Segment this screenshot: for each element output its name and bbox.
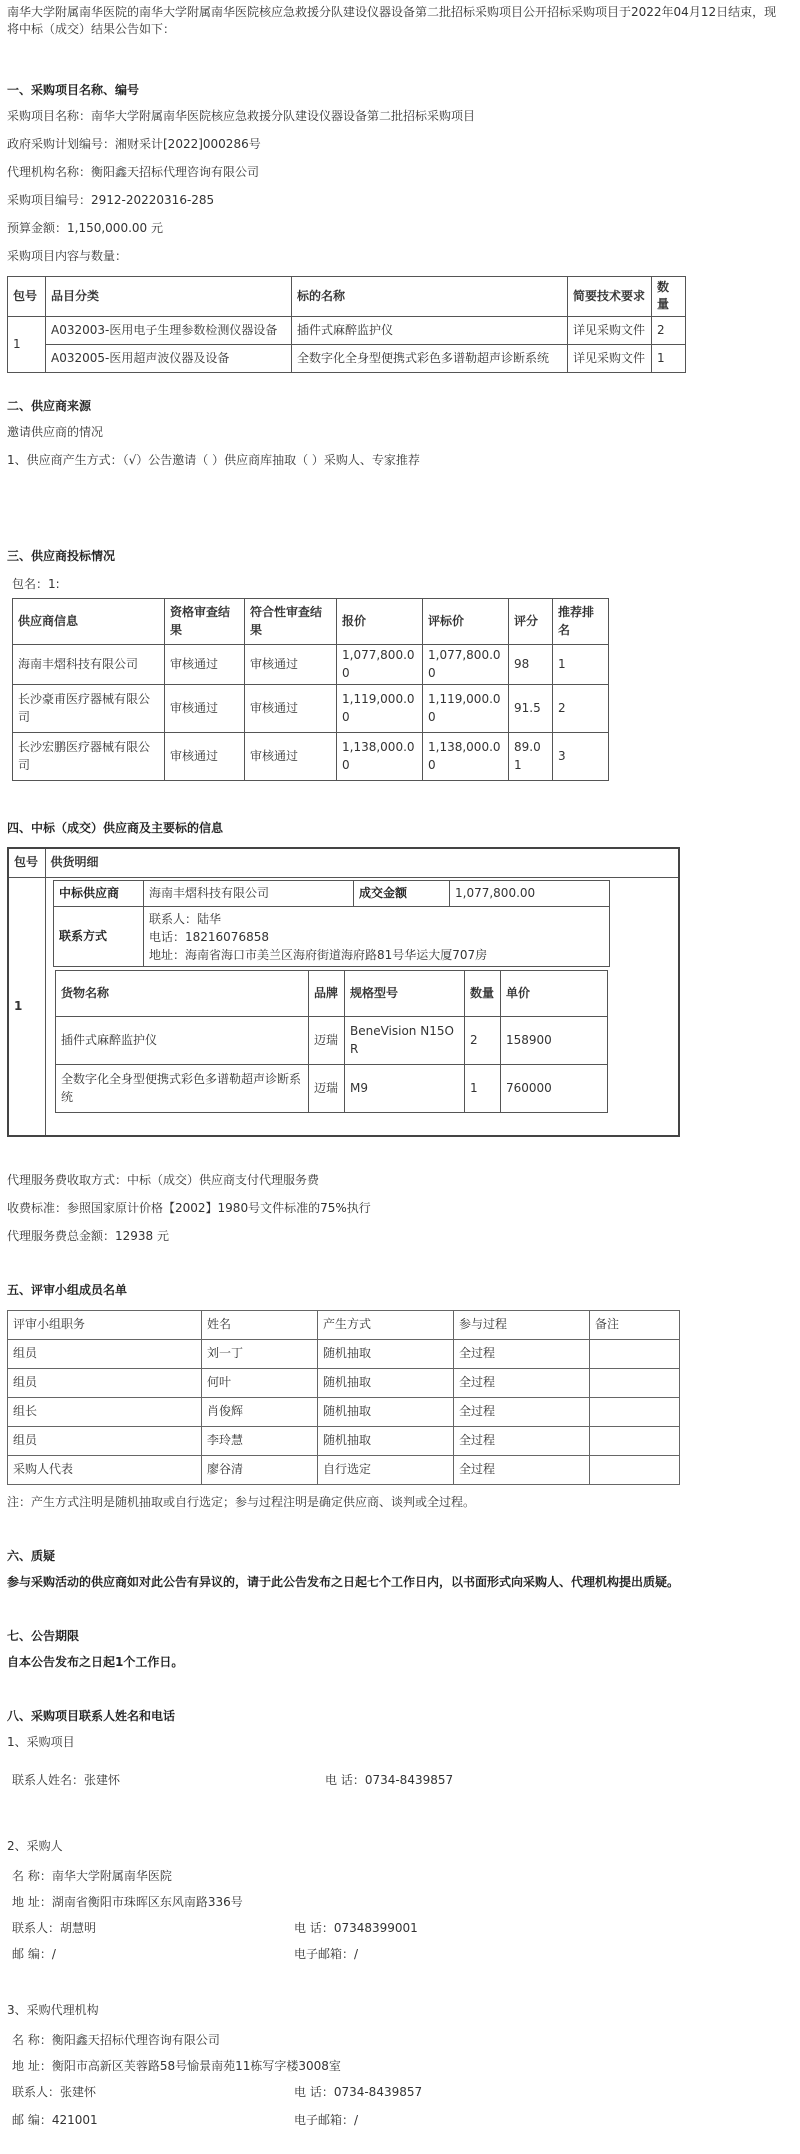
goods-qty-cell: 2: [465, 1017, 501, 1065]
purchaser-postcode: 邮 编：/: [12, 1947, 56, 1961]
contact-value: [144, 907, 610, 967]
project-phone: 电 话：0734-8439857: [325, 1773, 454, 1787]
section-7-title: 七、公告期限: [7, 1629, 80, 1643]
bid-table: [12, 598, 609, 781]
qualification-cell: 审核通过: [165, 733, 245, 781]
subsection-purchaser: 2、采购人: [7, 1839, 63, 1853]
remark-cell: [590, 1398, 680, 1427]
table-row: [8, 1369, 680, 1398]
process-cell: 全过程: [454, 1340, 590, 1369]
table-row: [8, 1456, 680, 1485]
header-process: 参与过程: [454, 1311, 590, 1340]
winner-value: 海南丰熠科技有限公司: [144, 881, 354, 907]
section-5-title: 五、评审小组成员名单: [7, 1283, 128, 1297]
purchaser-name: 名 称：南华大学附属南华医院: [12, 1869, 172, 1883]
contact-person: 联系人：陆华: [149, 911, 222, 926]
requirements-cell: 详见采购文件: [568, 344, 652, 372]
table-row: [8, 1340, 680, 1369]
process-cell: 全过程: [454, 1427, 590, 1456]
purchaser-contact: 联系人：胡慧明: [12, 1921, 97, 1935]
header-unit-price: 单价: [501, 971, 608, 1017]
subsection-project: 1、采购项目: [7, 1735, 75, 1749]
remark-cell: [590, 1369, 680, 1398]
score-cell: 89.01: [509, 733, 553, 781]
score-cell: 91.5: [509, 685, 553, 733]
compliance-cell: 审核通过: [245, 685, 337, 733]
qualification-cell: 审核通过: [165, 685, 245, 733]
goods-header-row: [56, 971, 608, 1017]
method-cell: 自行选定: [318, 1456, 454, 1485]
section-2-title: 二、供应商来源: [7, 399, 92, 413]
method-cell: 随机抽取: [318, 1398, 454, 1427]
header-score: 评分: [509, 599, 553, 645]
rank-cell: 3: [553, 733, 609, 781]
procurement-content-table: [7, 276, 686, 373]
score-cell: 98: [509, 645, 553, 685]
section-3-title: 三、供应商投标情况: [7, 549, 116, 563]
remark-cell: [590, 1427, 680, 1456]
section-1-title: 一、采购项目名称、编号: [7, 83, 140, 97]
agency-name: 代理机构名称：衡阳鑫天招标代理咨询有限公司: [7, 165, 260, 179]
table-row: [13, 645, 609, 685]
agency-org-name: 名 称：衡阳鑫天招标代理咨询有限公司: [12, 2033, 220, 2047]
header-supply-detail: 供货明细: [45, 849, 678, 877]
name-cell: 肖俊辉: [202, 1398, 318, 1427]
table-row: [56, 1065, 608, 1113]
header-category: 品目分类: [46, 277, 292, 317]
goods-table: [55, 970, 608, 1113]
committee-header-row: [8, 1311, 680, 1340]
header-method: 产生方式: [318, 1311, 454, 1340]
header-remark: 备注: [590, 1311, 680, 1340]
committee-table: [7, 1310, 680, 1485]
intro-text: 南华大学附属南华医院的南华大学附属南华医院核应急救援分队建设仪器设备第二批招标采购项目公开招标采购项目于2022年04月12日结束，现将中标（成交）结果公告如下：: [7, 5, 777, 37]
goods-name-cell: 插件式麻醉监护仪: [56, 1017, 309, 1065]
category-cell: A032003-医用电子生理参数检测仪器设备: [46, 316, 292, 344]
package-cell: 1: [9, 877, 45, 1135]
process-cell: 全过程: [454, 1369, 590, 1398]
supplier-cell: 长沙宏鹏医疗器械有限公司: [13, 733, 165, 781]
notice-period-text: 自本公告发布之日起1个工作日。: [7, 1655, 184, 1669]
project-number: 采购项目编号：2912-20220316-285: [7, 193, 215, 207]
contact-label: 联系方式: [54, 907, 144, 967]
quantity-cell: 2: [652, 316, 686, 344]
purchaser-address: 地 址：湖南省衡阳市珠晖区东风南路336号: [12, 1895, 243, 1909]
contact-phone: 电话：18216076858: [149, 929, 269, 944]
agency-contact: 联系人：张建怀: [12, 2085, 97, 2099]
header-rank: 推荐排名: [553, 599, 609, 645]
table-row: [8, 344, 686, 372]
process-cell: 全过程: [454, 1456, 590, 1485]
quote-cell: 1,077,800.00: [337, 645, 423, 685]
method-cell: 随机抽取: [318, 1369, 454, 1398]
role-cell: 组长: [8, 1398, 202, 1427]
quantity-cell: 1: [652, 344, 686, 372]
header-package: 包号: [8, 277, 46, 317]
agency-email: 电子邮箱：/: [294, 2113, 359, 2127]
method-cell: 随机抽取: [318, 1340, 454, 1369]
supplier-cell: 长沙豪甫医疗器械有限公司: [13, 685, 165, 733]
fee-standard: 收费标准：参照国家原计价格【2002】1980号文件标准的75%执行: [7, 1201, 371, 1215]
fee-method: 代理服务费收取方式：中标（成交）供应商支付代理服务费: [7, 1173, 320, 1187]
role-cell: 采购人代表: [8, 1456, 202, 1485]
contact-row: [54, 907, 610, 967]
committee-note: 注：产生方式注明是随机抽取或自行选定；参与过程注明是确定供应商、谈判或全过程。: [7, 1495, 476, 1509]
header-quote: 报价: [337, 599, 423, 645]
rank-cell: 2: [553, 685, 609, 733]
section-8-title: 八、采购项目联系人姓名和电话: [7, 1709, 176, 1723]
project-name: 采购项目名称：南华大学附属南华医院核应急救援分队建设仪器设备第二批招标采购项目: [7, 109, 476, 123]
header-requirements: 简要技术要求: [568, 277, 652, 317]
winner-info-table: [53, 880, 610, 967]
header-qualification: 资格审查结果: [165, 599, 245, 645]
header-package: 包号: [9, 849, 45, 877]
table-row: [8, 316, 686, 344]
unit-price-cell: 760000: [501, 1065, 608, 1113]
table-row: [56, 1017, 608, 1065]
header-item-name: 标的名称: [292, 277, 568, 317]
agency-address: 地 址：衡阳市高新区芙蓉路58号愉景南苑11栋写字楼3008室: [12, 2059, 341, 2073]
header-name: 姓名: [202, 1311, 318, 1340]
section-6-title: 六、质疑: [7, 1549, 56, 1563]
role-cell: 组员: [8, 1340, 202, 1369]
amount-label: 成交金额: [354, 881, 450, 907]
process-cell: 全过程: [454, 1398, 590, 1427]
brand-cell: 迈瑞: [309, 1065, 345, 1113]
section-4-title: 四、中标（成交）供应商及主要标的信息: [7, 821, 224, 835]
compliance-cell: 审核通过: [245, 733, 337, 781]
winner-header-row: [9, 849, 678, 877]
evaluated-price-cell: 1,138,000.00: [423, 733, 509, 781]
item-name-cell: 全数字化全身型便携式彩色多谱勒超声诊断系统: [292, 344, 568, 372]
package-name-label: 包名：1:: [12, 577, 60, 591]
table-row: [8, 1427, 680, 1456]
model-cell: BeneVision N15OR: [345, 1017, 465, 1065]
unit-price-cell: 158900: [501, 1017, 608, 1065]
header-model: 规格型号: [345, 971, 465, 1017]
purchaser-email: 电子邮箱：/: [294, 1947, 359, 1961]
name-cell: 刘一丁: [202, 1340, 318, 1369]
quote-cell: 1,138,000.00: [337, 733, 423, 781]
header-supplier: 供应商信息: [13, 599, 165, 645]
requirements-cell: 详见采购文件: [568, 316, 652, 344]
name-cell: 廖谷清: [202, 1456, 318, 1485]
winner-label: 中标供应商: [54, 881, 144, 907]
rank-cell: 1: [553, 645, 609, 685]
table-header-row: [8, 277, 686, 317]
header-goods-name: 货物名称: [56, 971, 309, 1017]
goods-qty-cell: 1: [465, 1065, 501, 1113]
role-cell: 组员: [8, 1427, 202, 1456]
header-evaluated-price: 评标价: [423, 599, 509, 645]
contact-address: 地址：海南省海口市美兰区海府街道海府路81号华运大厦707房: [149, 947, 488, 962]
purchaser-phone: 电 话：07348399001: [294, 1921, 418, 1935]
name-cell: 何叶: [202, 1369, 318, 1398]
winner-row: [54, 881, 610, 907]
agency-phone: 电 话：0734-8439857: [294, 2085, 423, 2099]
method-cell: 随机抽取: [318, 1427, 454, 1456]
project-contact: 联系人姓名：张建怀: [12, 1773, 121, 1787]
remark-cell: [590, 1456, 680, 1485]
content-quantity-label: 采购项目内容与数量：: [7, 249, 128, 263]
table-row: [13, 733, 609, 781]
fee-total: 代理服务费总金额：12938 元: [7, 1229, 169, 1243]
name-cell: 李玲慧: [202, 1427, 318, 1456]
evaluated-price-cell: 1,119,000.00: [423, 685, 509, 733]
table-row: [8, 1398, 680, 1427]
header-quantity: 数量: [652, 277, 686, 317]
header-brand: 品牌: [309, 971, 345, 1017]
compliance-cell: 审核通过: [245, 645, 337, 685]
item-name-cell: 插件式麻醉监护仪: [292, 316, 568, 344]
header-goods-qty: 数量: [465, 971, 501, 1017]
header-compliance: 符合性审查结果: [245, 599, 337, 645]
brand-cell: 迈瑞: [309, 1017, 345, 1065]
supplier-source-label: 邀请供应商的情况: [7, 425, 104, 439]
evaluated-price-cell: 1,077,800.00: [423, 645, 509, 685]
subsection-agency: 3、采购代理机构: [7, 2003, 99, 2017]
supplier-method: 1、供应商产生方式：（√）公告邀请（ ）供应商库抽取（ ）采购人、专家推荐: [7, 453, 420, 467]
remark-cell: [590, 1340, 680, 1369]
model-cell: M9: [345, 1065, 465, 1113]
role-cell: 组员: [8, 1369, 202, 1398]
objection-text: 参与采购活动的供应商如对此公告有异议的，请于此公告发布之日起七个工作日内，以书面形式向采购人、代理机构提出质疑。: [7, 1575, 680, 1589]
package-cell: 1: [8, 316, 46, 372]
header-role: 评审小组职务: [8, 1311, 202, 1340]
goods-name-cell: 全数字化全身型便携式彩色多谱勒超声诊断系统: [56, 1065, 309, 1113]
category-cell: A032005-医用超声波仪器及设备: [46, 344, 292, 372]
agency-postcode: 邮 编：421001: [12, 2113, 98, 2127]
plan-number: 政府采购计划编号：湘财采计[2022]000286号: [7, 137, 261, 151]
quote-cell: 1,119,000.00: [337, 685, 423, 733]
table-row: [13, 685, 609, 733]
budget-amount: 预算金额：1,150,000.00 元: [7, 221, 163, 235]
qualification-cell: 审核通过: [165, 645, 245, 685]
bid-header-row: [13, 599, 609, 645]
supplier-cell: 海南丰熠科技有限公司: [13, 645, 165, 685]
amount-value: 1,077,800.00: [450, 881, 610, 907]
